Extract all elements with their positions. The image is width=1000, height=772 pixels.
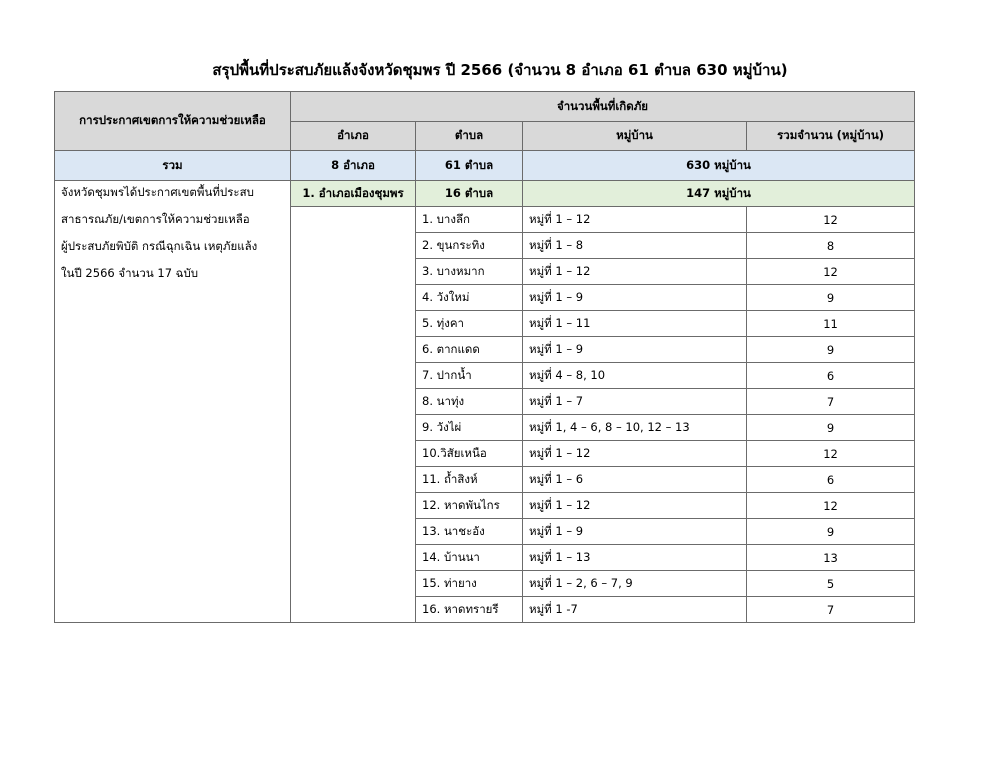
villages-cell: หมู่ที่ 1 – 9 [523, 337, 747, 363]
count-cell: 8 [747, 233, 915, 259]
count-cell: 13 [747, 545, 915, 571]
header-area-group: จำนวนพื้นที่เกิดภัย [291, 92, 915, 122]
tambon-cell: 4. วังใหม่ [416, 285, 523, 311]
count-cell: 7 [747, 389, 915, 415]
count-cell: 12 [747, 493, 915, 519]
district-name: 1. อำเภอเมืองชุมพร [291, 181, 416, 207]
tambon-cell: 14. บ้านนา [416, 545, 523, 571]
total-label: รวม [55, 151, 291, 181]
district-row [55, 181, 915, 207]
description-line: จังหวัดชุมพรได้ประกาศเขตพื้นที่ประสบ [61, 185, 254, 199]
tambon-cell: 5. ทุ่งคา [416, 311, 523, 337]
villages-cell: หมู่ที่ 1 – 12 [523, 493, 747, 519]
tambon-cell: 6. ตากแดด [416, 337, 523, 363]
tambon-cell: 9. วังไผ่ [416, 415, 523, 441]
header-district: อำเภอ [291, 122, 416, 151]
count-cell: 9 [747, 337, 915, 363]
villages-cell: หมู่ที่ 1 – 9 [523, 519, 747, 545]
villages-cell: หมู่ที่ 1, 4 – 6, 8 – 10, 12 – 13 [523, 415, 747, 441]
description-line: สาธารณภัย/เขตการให้ความช่วยเหลือ [61, 212, 250, 226]
count-cell: 12 [747, 207, 915, 233]
header-total-count: รวมจำนวน (หมู่บ้าน) [747, 122, 915, 151]
description-line: ในปี 2566 จำนวน 17 ฉบับ [61, 266, 199, 280]
villages-cell: หมู่ที่ 1 – 12 [523, 207, 747, 233]
villages-cell: หมู่ที่ 1 – 12 [523, 441, 747, 467]
villages-cell: หมู่ที่ 1 – 11 [523, 311, 747, 337]
tambon-cell: 1. บางลึก [416, 207, 523, 233]
villages-cell: หมู่ที่ 1 – 8 [523, 233, 747, 259]
villages-cell: หมู่ที่ 4 – 8, 10 [523, 363, 747, 389]
description-line: ผู้ประสบภัยพิบัติ กรณีฉุกเฉิน เหตุภัยแล้ง [61, 239, 258, 253]
count-cell: 12 [747, 441, 915, 467]
villages-cell: หมู่ที่ 1 – 7 [523, 389, 747, 415]
header-declaration: การประกาศเขตการให้ความช่วยเหลือ [55, 92, 291, 151]
count-cell: 6 [747, 363, 915, 389]
district-subdistricts: 16 ตำบล [416, 181, 523, 207]
district-villages: 147 หมู่บ้าน [523, 181, 915, 207]
total-villages: 630 หมู่บ้าน [523, 151, 915, 181]
villages-cell: หมู่ที่ 1 – 6 [523, 467, 747, 493]
count-cell: 5 [747, 571, 915, 597]
count-cell: 9 [747, 285, 915, 311]
count-cell: 6 [747, 467, 915, 493]
tambon-cell: 8. นาทุ่ง [416, 389, 523, 415]
count-cell: 9 [747, 415, 915, 441]
tambon-cell: 15. ท่ายาง [416, 571, 523, 597]
total-subdistricts: 61 ตำบล [416, 151, 523, 181]
tambon-cell: 2. ขุนกระทิง [416, 233, 523, 259]
villages-cell: หมู่ที่ 1 -7 [523, 597, 747, 623]
header-village: หมู่บ้าน [523, 122, 747, 151]
count-cell: 7 [747, 597, 915, 623]
tambon-cell: 12. หาดพันไกร [416, 493, 523, 519]
count-cell: 11 [747, 311, 915, 337]
villages-cell: หมู่ที่ 1 – 2, 6 – 7, 9 [523, 571, 747, 597]
tambon-cell: 13. นาชะอัง [416, 519, 523, 545]
tambon-cell: 16. หาดทรายรี [416, 597, 523, 623]
tambon-cell: 3. บางหมาก [416, 259, 523, 285]
count-cell: 9 [747, 519, 915, 545]
header-subdistrict: ตำบล [416, 122, 523, 151]
count-cell: 12 [747, 259, 915, 285]
total-districts: 8 อำเภอ [291, 151, 416, 181]
tambon-cell: 10.วิสัยเหนือ [416, 441, 523, 467]
total-row [55, 151, 915, 181]
villages-cell: หมู่ที่ 1 – 9 [523, 285, 747, 311]
tambon-cell: 11. ถ้ำสิงห์ [416, 467, 523, 493]
declaration-description [55, 181, 291, 623]
villages-cell: หมู่ที่ 1 – 13 [523, 545, 747, 571]
district-blank-cell [291, 207, 416, 623]
villages-cell: หมู่ที่ 1 – 12 [523, 259, 747, 285]
tambon-cell: 7. ปากน้ำ [416, 363, 523, 389]
drought-summary-table [54, 91, 915, 623]
document-title: สรุปพื้นที่ประสบภัยแล้งจังหวัดชุมพร ปี 2566 (จำนวน 8 อำเภอ 61 ตำบล 630 หมู่บ้าน) [212, 61, 788, 79]
